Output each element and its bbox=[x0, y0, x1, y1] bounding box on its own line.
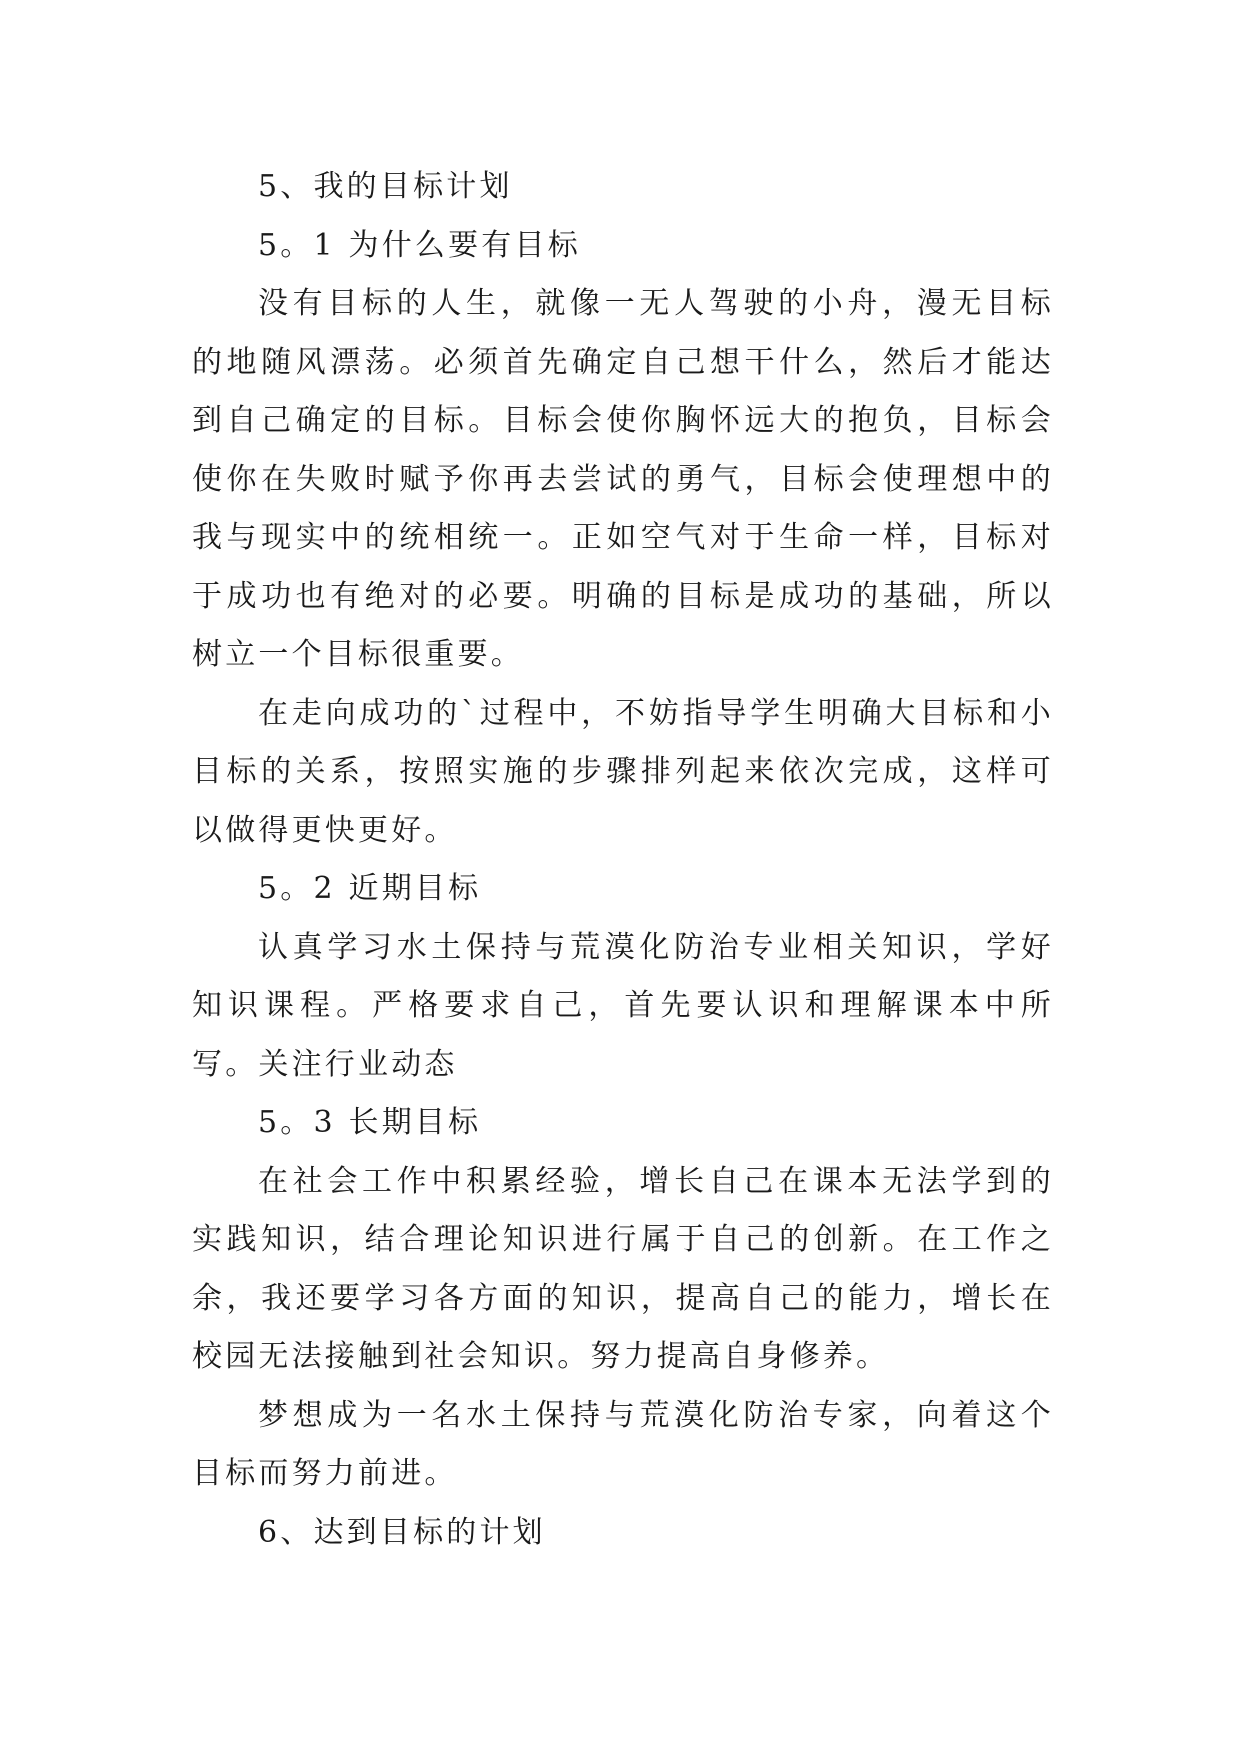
body-paragraph: 在走向成功的`过程中，不妨指导学生明确大目标和小目标的关系，按照实施的步骤排列起来依次完成，这样可以做得更快更好。 bbox=[192, 695, 1054, 848]
body-paragraph: 在社会工作中积累经验，增长自己在课本无法学到的实践知识，结合理论知识进行属于自己的创新。在工作之余，我还要学习各方面的知识，提高自己的能力，增长在校园无法接触到社会知识。努力提高自身修养。 bbox=[192, 1163, 1054, 1374]
body-paragraph: 认真学习水土保持与荒漠化防治专业相关知识，学好知识课程。严格要求自己，首先要认识和理解课本中所写。关注行业动态 bbox=[192, 929, 1054, 1082]
body-paragraph: 梦想成为一名水土保持与荒漠化防治专家，向着这个目标而努力前进。 bbox=[192, 1397, 1054, 1491]
body-paragraph: 没有目标的人生，就像一无人驾驶的小舟，漫无目标的地随风漂荡。必须首先确定自己想干什么，然后才能达到自己确定的目标。目标会使你胸怀远大的抱负，目标会使你在失败时赋予你再去尝试的勇气，目标会使理想中的我与现实中的统相统一。正如空气对于生命一样，目标对于成功也有绝对的必要。明确的目标是成功的基础，所以树立一个目标很重要。 bbox=[192, 286, 1054, 672]
section-heading-5: 5、我的目标计划 bbox=[258, 169, 513, 204]
section-heading-6: 6、达到目标的计划 bbox=[258, 1514, 546, 1550]
subsection-heading-5-2: 5。2 近期目标 bbox=[258, 871, 482, 906]
document-body bbox=[192, 158, 1054, 1562]
subsection-heading-5-3: 5。3 长期目标 bbox=[258, 1105, 482, 1140]
subsection-heading-5-1: 5。1 为什么要有目标 bbox=[258, 227, 581, 263]
